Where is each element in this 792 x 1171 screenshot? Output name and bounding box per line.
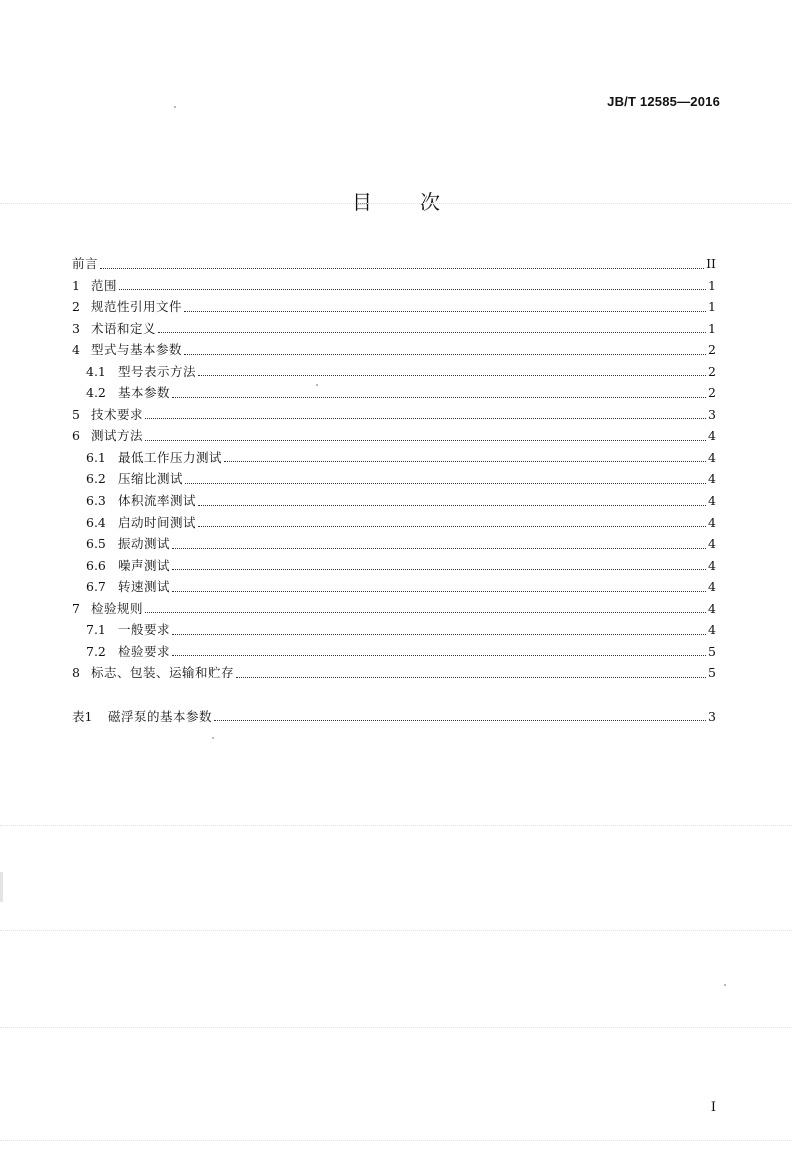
toc-entry-number: 6.6 <box>86 557 106 573</box>
leader-dots <box>100 268 704 269</box>
toc-entry-label: 范围 <box>91 277 118 293</box>
toc-entry <box>72 513 716 535</box>
toc-entry <box>72 383 716 405</box>
toc-entry <box>72 448 716 470</box>
toc-entry-page: 4 <box>708 449 716 465</box>
toc-entry <box>72 556 716 578</box>
leader-dots <box>184 311 706 312</box>
toc-entry <box>72 577 716 599</box>
scan-speck <box>316 384 318 386</box>
leader-dots <box>236 677 706 678</box>
toc-entry-page: 4 <box>708 471 716 487</box>
toc-entry <box>72 319 716 341</box>
scan-artifact <box>0 825 792 826</box>
toc-entry-page: II <box>706 256 716 271</box>
toc-entry-page: 4 <box>708 579 716 595</box>
scan-speck <box>174 106 176 108</box>
toc-entry-number: 2 <box>72 299 80 315</box>
toc-entry <box>72 620 716 642</box>
toc-entry <box>72 254 716 276</box>
toc-entry <box>72 469 716 491</box>
toc-entry-number: 7.1 <box>86 622 106 638</box>
toc-entry-page: 5 <box>708 643 716 659</box>
toc-entry-number: 4.2 <box>86 385 106 401</box>
toc-entry-page: 3 <box>708 406 716 422</box>
toc-entry-label: 一般要求 <box>118 622 171 638</box>
toc-entry-page: 4 <box>708 600 716 616</box>
toc-entry-page: 4 <box>708 493 716 509</box>
toc-entry-number: 表1 <box>72 708 93 724</box>
toc-spacer <box>72 685 716 707</box>
toc-entry <box>72 599 716 621</box>
leader-dots <box>172 397 706 398</box>
page-folio: I <box>710 1100 716 1115</box>
toc-entry-label: 转速测试 <box>118 579 171 595</box>
toc-entry-page: 4 <box>708 622 716 638</box>
toc-entry-label: 压缩比测试 <box>118 471 184 487</box>
leader-dots <box>145 612 706 613</box>
scan-speck <box>724 984 726 986</box>
toc-entry-label: 测试方法 <box>91 428 144 444</box>
leader-dots <box>214 720 706 721</box>
leader-dots <box>172 591 706 592</box>
leader-dots <box>224 461 706 462</box>
toc-entry <box>72 297 716 319</box>
toc-entry-number: 6 <box>72 428 80 444</box>
toc-entry-page: 2 <box>708 363 716 379</box>
toc-entry-page: 4 <box>708 514 716 530</box>
leader-dots <box>198 505 706 506</box>
toc-entry-label: 标志、包装、运输和贮存 <box>91 665 235 681</box>
toc-entry-number: 8 <box>72 665 80 681</box>
toc-entry-page: 3 <box>708 708 716 724</box>
toc-entry-number: 6.4 <box>86 514 106 530</box>
toc-entry-label: 基本参数 <box>118 385 171 401</box>
toc-entry <box>72 534 716 556</box>
toc-entry-number: 1 <box>72 277 80 293</box>
leader-dots <box>145 440 706 441</box>
leader-dots <box>119 289 706 290</box>
toc-entry-label: 型号表示方法 <box>118 363 197 379</box>
toc-entry-page: 5 <box>708 665 716 681</box>
leader-dots <box>198 526 706 527</box>
toc-entry <box>72 642 716 664</box>
toc-entry-label: 振动测试 <box>118 536 171 552</box>
leader-dots <box>172 569 706 570</box>
leader-dots <box>185 483 706 484</box>
toc-entry <box>72 405 716 427</box>
toc-entry-label: 体积流率测试 <box>118 493 197 509</box>
toc-entry-number: 4 <box>72 342 80 358</box>
leader-dots <box>198 375 706 376</box>
toc-entry-label: 噪声测试 <box>118 557 171 573</box>
toc-entry-page: 2 <box>708 385 716 401</box>
table-of-contents <box>72 254 716 728</box>
scan-artifact <box>0 1027 792 1028</box>
toc-entry-page: 1 <box>708 299 716 315</box>
toc-entry-number: 6.1 <box>86 449 106 465</box>
toc-entry-number: 6.3 <box>86 493 106 509</box>
toc-entry-page: 4 <box>708 557 716 573</box>
scan-artifact <box>0 1140 792 1141</box>
standard-number: JB/T 12585—2016 <box>607 94 720 109</box>
toc-entry-page: 1 <box>708 320 716 336</box>
leader-dots <box>184 354 706 355</box>
scan-speck <box>0 872 3 902</box>
leader-dots <box>172 655 706 656</box>
toc-entry-number: 6.5 <box>86 536 106 552</box>
toc-entry-label: 检验规则 <box>91 600 144 616</box>
toc-entry-page: 2 <box>708 342 716 358</box>
scan-artifact <box>0 930 792 931</box>
leader-dots <box>172 548 706 549</box>
toc-entry <box>72 276 716 298</box>
toc-entry-label: 术语和定义 <box>91 320 157 336</box>
toc-entry-page: 4 <box>708 428 716 444</box>
toc-entry <box>72 340 716 362</box>
toc-entry-label: 磁浮泵的基本参数 <box>108 708 213 724</box>
table-list-entry <box>72 707 716 729</box>
toc-entry-number: 3 <box>72 320 80 336</box>
toc-entry-page: 4 <box>708 536 716 552</box>
toc-entry-number: 6.2 <box>86 471 106 487</box>
scan-artifact <box>0 203 792 204</box>
toc-entry-label: 型式与基本参数 <box>91 342 183 358</box>
toc-entry-label: 前言 <box>72 256 99 271</box>
toc-entry-label: 最低工作压力测试 <box>118 449 223 465</box>
toc-entry <box>72 426 716 448</box>
toc-entry-page: 1 <box>708 277 716 293</box>
leader-dots <box>172 634 706 635</box>
toc-entry-number: 7.2 <box>86 643 106 659</box>
toc-entry-number: 4.1 <box>86 363 106 379</box>
toc-entry <box>72 491 716 513</box>
toc-entry-label: 检验要求 <box>118 643 171 659</box>
leader-dots <box>158 332 706 333</box>
toc-entry-number: 7 <box>72 600 80 616</box>
toc-entry-label: 启动时间测试 <box>118 514 197 530</box>
toc-title: 目次 <box>352 190 488 214</box>
toc-entry-label: 技术要求 <box>91 406 144 422</box>
leader-dots <box>145 418 706 419</box>
toc-entry-number: 5 <box>72 406 80 422</box>
toc-entry <box>72 663 716 685</box>
toc-entry <box>72 362 716 384</box>
toc-entry-label: 规范性引用文件 <box>91 299 183 315</box>
toc-entry-number: 6.7 <box>86 579 106 595</box>
scan-speck <box>212 737 214 739</box>
